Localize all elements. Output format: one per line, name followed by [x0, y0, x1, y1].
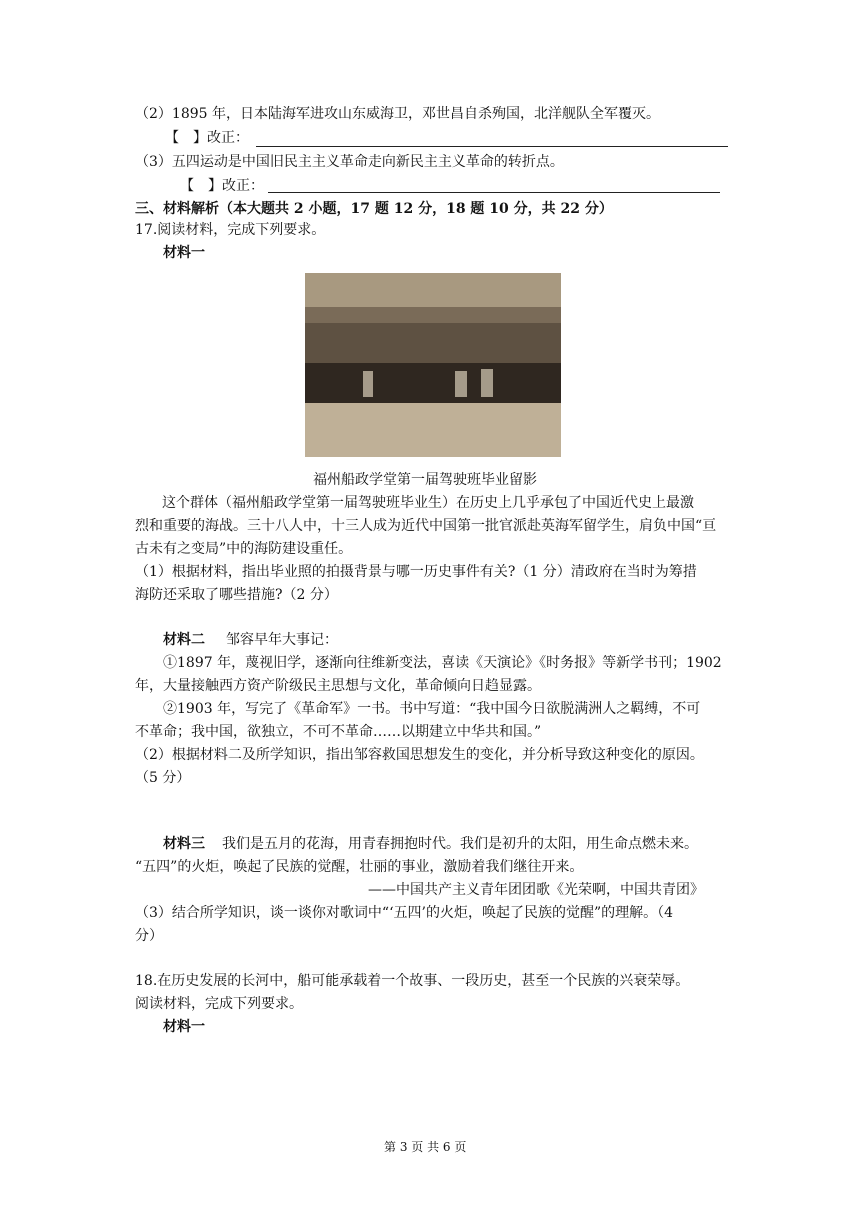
graduation-photo	[305, 273, 561, 457]
photo-caption: 福州船政学堂第一届驾驶班毕业留影	[313, 472, 537, 488]
q17-sub2-line-2: （5 分）	[135, 770, 191, 786]
section3-title: 三、材料解析（本大题共 2 小题，17 题 12 分，18 题 10 分，共 22 分）	[135, 201, 613, 217]
q17-sub3-line-1: （3）结合所学知识，谈一谈你对歌词中“‘五四’的火炬，唤起了民族的觉醒”的理解。（4	[135, 905, 674, 921]
material3-label: 材料三	[163, 836, 205, 852]
q3-text: （3）五四运动是中国旧民主主义革命走向新民主主义革命的转折点。	[135, 154, 564, 170]
q18-material1-label: 材料一	[163, 1019, 205, 1035]
q3-answer-line[interactable]	[268, 192, 720, 193]
m1-text-line-3: 古未有之变局”中的海防建设重任。	[135, 541, 353, 557]
m2-text-line-1: ①1897 年，蔑视旧学，逐渐向往维新变法，喜读《天演论》《时务报》等新学书刊；1902	[163, 655, 722, 671]
q17-material1-label: 材料一	[163, 245, 205, 261]
q3-correction-label: 【 】改正：	[180, 178, 264, 194]
m1-text-line-2: 烈和重要的海战。三十八人中，十三人成为近代中国第一批官派赴英海军留学生，肩负中国“亘	[135, 518, 717, 534]
m2-text-line-2: 年，大量接触西方资产阶级民主思想与文化，革命倾向日趋显露。	[135, 678, 541, 694]
q17-sub3-line-2: 分）	[135, 928, 163, 944]
m3-source: ——中国共产主义青年团团歌《光荣啊，中国共青团》	[368, 882, 704, 898]
q17-sub1-line-1: （1）根据材料，指出毕业照的拍摄背景与哪一历史事件有关?（1 分）清政府在当时为筹措	[135, 564, 697, 580]
material2-title: 邹容早年大事记：	[226, 632, 338, 648]
page-footer: 第 3 页 共 6 页	[384, 1140, 467, 1154]
material2-label: 材料二	[163, 632, 205, 648]
m2-text-line-4: 不革命；我中国，欲独立，不可不革命……以期建立中华共和国。”	[135, 724, 542, 740]
q18-text-line-1: 18.在历史发展的长河中，船可能承载着一个故事、一段历史，甚至一个民族的兴衰荣辱。	[135, 973, 690, 989]
m3-text-line-2: “五四”的火炬，唤起了民族的觉醒，壮丽的事业，激励着我们继往开来。	[135, 859, 584, 875]
q17-sub2-line-1: （2）根据材料二及所学知识，指出邹容救国思想发生的变化，并分析导致这种变化的原因。	[135, 747, 704, 763]
q2-text: （2）1895 年，日本陆海军进攻山东威海卫，邓世昌自杀殉国，北洋舰队全军覆灭。	[135, 106, 660, 122]
m2-text-line-3: ②1903 年，写完了《革命军》一书。书中写道：“我中国今日欲脱满洲人之羁缚，不可	[163, 701, 701, 717]
q17-intro: 17.阅读材料，完成下列要求。	[135, 222, 326, 238]
q17-sub1-line-2: 海防还采取了哪些措施?（2 分）	[135, 587, 338, 603]
q18-text-line-2: 阅读材料，完成下列要求。	[135, 996, 303, 1012]
m1-text-line-1: 这个群体（福州船政学堂第一届驾驶班毕业生）在历史上几乎承包了中国近代史上最激	[162, 495, 694, 511]
q2-correction-label: 【 】改正：	[165, 130, 249, 146]
m3-text-line-1: 我们是五月的花海，用青春拥抱时代。我们是初升的太阳，用生命点燃未来。	[222, 836, 698, 852]
q2-answer-line[interactable]	[256, 146, 728, 147]
